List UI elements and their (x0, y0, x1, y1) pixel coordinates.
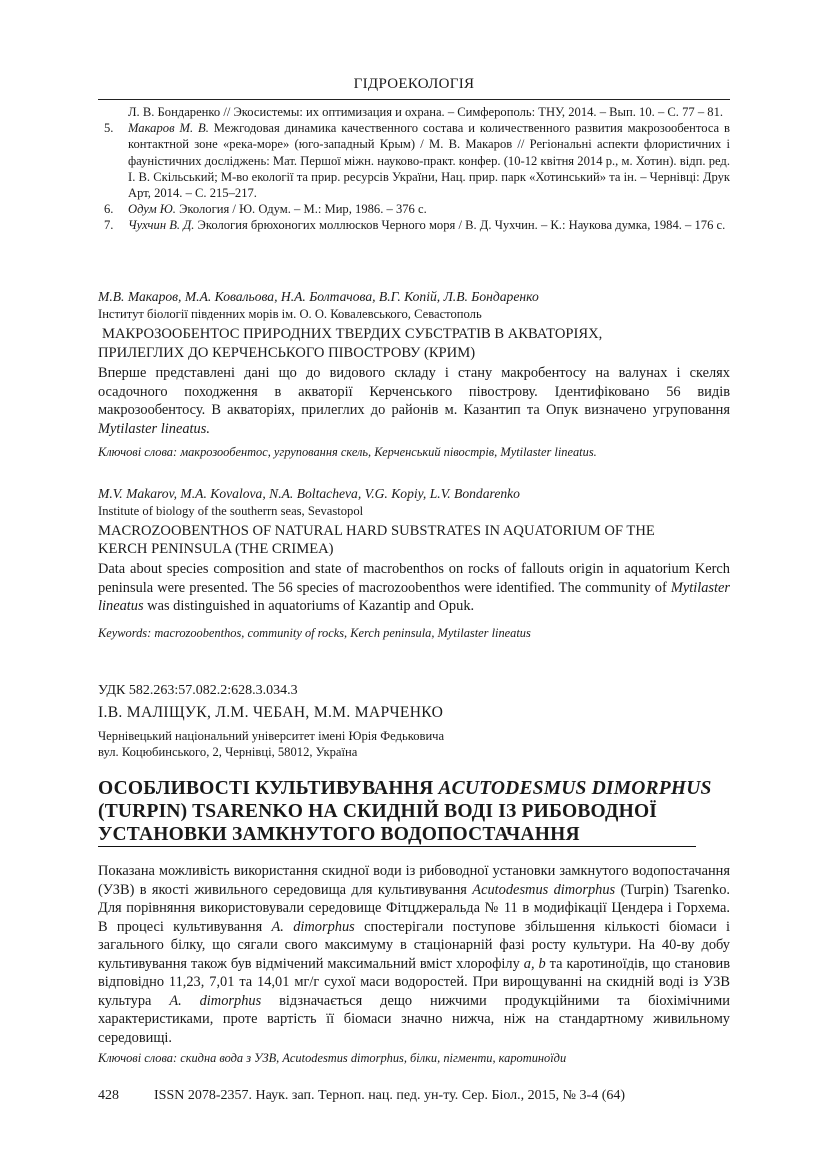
article-title-line3: УСТАНОВКИ ЗАМКНУТОГО ВОДОПОСТАЧАННЯ (98, 823, 730, 847)
en-institution: Institute of biology of the southerrn seas, Sevastopol (98, 504, 364, 518)
reference-number: 6. (104, 202, 114, 217)
reference-list (98, 104, 730, 234)
article-title (98, 777, 730, 847)
species-name: ACUTODESMUS DIMORPHUS (438, 778, 712, 799)
species-name: Mytilaster lineatus (98, 579, 730, 614)
affiliation-line1: Чернівецький національний університет імені Юрія Федьковича (98, 729, 445, 743)
reference-item (98, 201, 730, 217)
ua-title-line2: ПРИЛЕГЛИХ ДО КЕРЧЕНСЬКОГО ПІВОСТРОВУ (КРИМ) (98, 345, 476, 361)
ua-authors: М.В. Макаров, М.А. Ковальова, Н.А. Болтачова, В.Г. Копій, Л.В. Бондаренко (98, 289, 539, 304)
journal-citation: ISSN 2078-2357. Наук. зап. Терноп. нац. пед. ун-ту. Сер. Біол., 2015, № 3-4 (64) (154, 1088, 626, 1103)
en-authors: M.V. Makarov, M.A. Kovalova, N.A. Boltacheva, V.G. Kopiy, L.V. Bondarenko (98, 486, 520, 501)
running-header: ГІДРОЕКОЛОГІЯ (353, 76, 475, 92)
reference-number: 7. (104, 218, 114, 233)
reference-item (98, 104, 730, 120)
ua-title-line1: МАКРОЗООБЕНТОС ПРИРОДНИХ ТВЕРДИХ СУБСТРАТІВ В АКВАТОРІЯХ, (102, 326, 603, 342)
species-name: A. dimorphus (271, 918, 355, 935)
reference-author: Одум Ю. (128, 202, 176, 217)
article-authors: І.В. МАЛІЩУК, Л.М. ЧЕБАН, М.М. МАРЧЕНКО (98, 704, 444, 721)
reference-text: Л. В. Бондаренко // Экосистемы: их оптимизация и охрана. – Симферополь: ТНУ, 2014. – Вып. 10. – С. 77 – 81. (128, 105, 724, 119)
reference-text: Экология брюхоногих моллюсков Черного моря / В. Д. Чухчин. – К.: Наукова думка, 1984. – 176 с. (197, 218, 726, 233)
reference-item (98, 217, 730, 233)
en-title-line1: MACROZOOBENTHOS OF NATURAL HARD SUBSTRATES IN AQUATORIUM OF THE (98, 523, 655, 539)
reference-author: Макаров М. В. (128, 121, 209, 136)
article-keywords: Ключові слова: скидна вода з УЗВ, Acutodesmus dimorphus, білки, пігменти, каротиноїди (98, 1051, 567, 1065)
udk-code: УДК 582.263:57.082.2:628.3.034.3 (98, 683, 298, 698)
ua-institution: Інститут біології південних морів ім. О. О. Ковалевського, Севастополь (98, 307, 482, 321)
reference-text: Экология / Ю. Одум. – М.: Мир, 1986. – 376 с. (179, 202, 427, 217)
en-title-line2: KERCH PENINSULA (THE CRIMEA) (98, 541, 334, 557)
species-name: Acutodesmus dimorphus (472, 881, 616, 898)
ua-keywords: Ключові слова: макрозообентос, угруповання скель, Керченський півострів, Mytilaster lineatus. (98, 445, 597, 459)
article-abstract: Показана можливість використання скидної води із рибоводної установки замкнутого водопостачання (УЗВ) в якості живильного середовища для культивування Acutodesmus dimorphus (Turpin) Tsarenko. Для порівняння використовували середовище Фітцджеральда № 11 в модифікації Цендера і Горхема. В процесі культивування A. dimorphus спостерігали поступове збільшення кількості біомаси і загального білку, що сягали свого максимуму в стаціонарній фазі росту культури. На 40-ву добу культивування також був відмічений максимальний вміст хлорофілу a, b та каротиноїдів, що становив відповідно 11,23, 7,01 та 14,01 мг/г сухої маси водоростей. При вирощуванні на скидній воді із УЗВ культура A. dimorphus відзначається дещо нижчими продукційними та біохімічними характеристиками, проте вартість її біомаси значно нижча, ніж на стандартному живильному середовищі. (98, 863, 731, 1046)
article-title-line2: (TURPIN) TSARENKO НА СКИДНІЙ ВОДІ ІЗ РИБОВОДНОЇ (98, 801, 658, 822)
page-number: 428 (98, 1088, 119, 1103)
reference-author: Чухчин В. Д. (128, 218, 195, 233)
reference-number: 5. (104, 121, 114, 136)
en-abstract-text: Data about species composition and state of macrobenthos on rocks of fallouts origin in aquatorium Kerch peninsula were presented. The 56 species of macrozoobenthos were identified. The community of Mytilaster lineatus was distinguished in aquatoriums of Kazantip and Opuk. (98, 561, 730, 614)
reference-text: Межгодовая динамика качественного состава и количественного развития макрозообентоса в контактной зоне «река-море» (юго-западный Крым) / М. В. Макаров // Регіональні аспекти флористичних і фауністичних досліджень: Мат. Першої міжн. науково-практ. конфер. (10-12 квітня 2014 р., м. Хотин). відп. ред. І. В. Скільський; М-во екології та прир. ресурсів України, Нац. прир. парк «Хотинський» та ін. – Чернівці: Друк Арт, 2014. – С. 215–217. (128, 121, 731, 201)
page-footer (98, 1088, 730, 1104)
en-keywords: Keywords: macrozoobenthos, community of rocks, Kerch peninsula, Mytilaster lineatus (98, 626, 531, 640)
header-rule (98, 99, 730, 100)
reference-item (98, 120, 730, 201)
species-name: Mytilaster lineatus. (98, 420, 210, 437)
species-name: A. dimorphus (169, 992, 262, 1009)
ua-abstract-text: Вперше представлені дані що до видового складу і стану макробентосу на валунах і скелях осадочного походження в акваторії Керченського півострову. Ідентифіковано 56 видів макрозообентосу. В акваторіях, прилеглих до районів м. Казантип та Опук визначено угруповання Mytilaster lineatus. (98, 365, 730, 437)
chlorophyll-ab: a, b (523, 955, 546, 972)
article-title-line1: ОСОБЛИВОСТІ КУЛЬТИВУВАННЯ ACUTODESMUS DIMORPHUS (98, 778, 712, 799)
affiliation-line2: вул. Коцюбинського, 2, Чернівці, 58012, Україна (98, 745, 358, 759)
